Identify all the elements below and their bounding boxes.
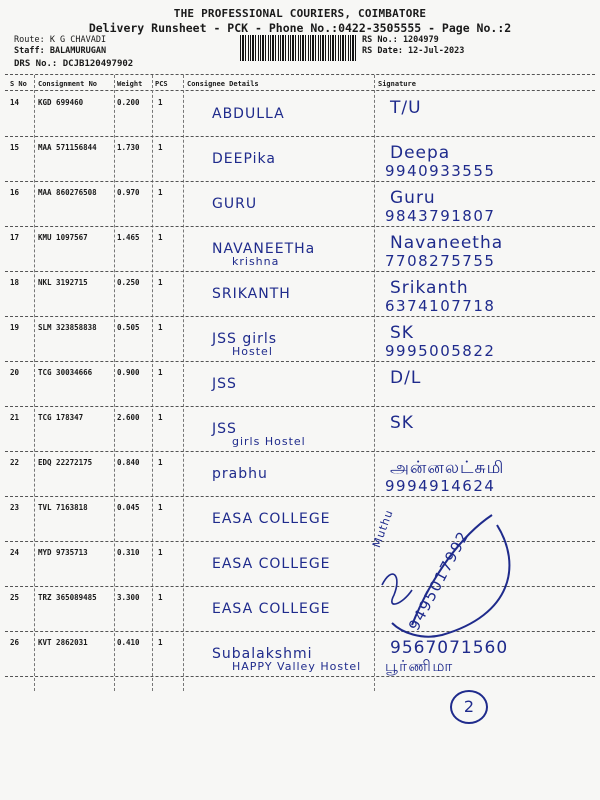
row-consignment-no: TVL 7163818	[38, 503, 88, 512]
row-sno: 23	[10, 503, 20, 512]
shared-signature-name: Muthu	[370, 507, 396, 550]
row-pcs: 1	[158, 638, 163, 647]
row-sno: 22	[10, 458, 20, 467]
row-weight: 0.310	[117, 548, 140, 557]
drs-number: DRS No.: DCJB120497902	[14, 59, 134, 69]
row-signature: Deepa	[390, 143, 451, 163]
row-weight: 1.465	[117, 233, 140, 242]
row-consignment-no: KVT 2862031	[38, 638, 88, 647]
row-weight: 0.045	[117, 503, 140, 512]
staff-label: Staff: BALAMURUGAN	[14, 46, 107, 56]
row-signature-phone: 6374107718	[385, 297, 496, 315]
row-divider	[5, 496, 595, 497]
row-signature: அன்னலட்சுமி	[390, 458, 505, 478]
row-weight: 0.200	[117, 98, 140, 107]
row-consignment-no: MYD 9735713	[38, 548, 88, 557]
row-pcs: 1	[158, 593, 163, 602]
row-weight: 0.505	[117, 323, 140, 332]
row-signature-phone: 9940933555	[385, 162, 496, 180]
row-consignment-no: KMU 1097567	[38, 233, 88, 242]
row-consignee: ABDULLA	[212, 106, 285, 122]
runsheet-subtitle: Delivery Runsheet - PCK - Phone No.:0422-3505555 - Page No.:2	[88, 21, 512, 35]
row-consignee: JSS	[212, 376, 237, 392]
row-consignment-no: TCG 178347	[38, 413, 84, 422]
header-pcs: PCS	[155, 80, 168, 88]
row-consignment-no: TCG 30034666	[38, 368, 93, 377]
row-signature: Navaneetha	[390, 233, 504, 253]
column-divider	[152, 75, 153, 691]
company-title: THE PROFESSIONAL COURIERS, COIMBATORE	[173, 7, 427, 20]
row-divider	[5, 271, 595, 272]
row-consignee: EASA COLLEGE	[212, 601, 331, 617]
row-signature-phone: 7708275755	[385, 252, 496, 270]
header-weight: Weight	[117, 80, 143, 88]
row-sno: 21	[10, 413, 20, 422]
row-weight: 1.730	[117, 143, 140, 152]
row-divider	[5, 226, 595, 227]
row-consignee: EASA COLLEGE	[212, 511, 331, 527]
header-consignment: Consignment No	[38, 80, 98, 88]
row-weight: 3.300	[117, 593, 140, 602]
barcode	[240, 35, 356, 61]
row-weight: 2.600	[117, 413, 140, 422]
header-sno: S No	[10, 80, 27, 88]
row-weight: 0.250	[117, 278, 140, 287]
row-signature: Srikanth	[390, 278, 469, 298]
rs-number: RS No.: 1204979	[362, 35, 439, 45]
row-consignment-no: MAA 860276508	[38, 188, 97, 197]
row-sno: 17	[10, 233, 20, 242]
row-consignment-no: EDQ 22272175	[38, 458, 93, 467]
table-header-rule	[5, 90, 595, 91]
row-sno: 15	[10, 143, 20, 152]
row-sno: 18	[10, 278, 20, 287]
row-pcs: 1	[158, 143, 163, 152]
row-sno: 14	[10, 98, 20, 107]
row-signature: Guru	[390, 188, 436, 208]
column-divider	[183, 75, 184, 691]
row-pcs: 1	[158, 278, 163, 287]
page-number-mark: 2	[450, 690, 488, 724]
row-signature: 9567071560	[390, 638, 509, 658]
row-consignee: JSS girls	[212, 331, 278, 347]
rs-date: RS Date: 12-Jul-2023	[362, 46, 465, 56]
row-signature: SK	[390, 323, 414, 343]
row-divider	[5, 181, 595, 182]
header-signature: Signature	[378, 80, 416, 88]
row-pcs: 1	[158, 368, 163, 377]
row-pcs: 1	[158, 503, 163, 512]
row-signature-phone: பூர்ணிமா	[385, 657, 454, 675]
row-sno: 25	[10, 593, 20, 602]
row-consignee: GURU	[212, 196, 258, 212]
row-sno: 24	[10, 548, 20, 557]
row-consignment-no: TRZ 365089485	[38, 593, 97, 602]
row-consignment-no: SLM 323858838	[38, 323, 97, 332]
row-divider	[5, 406, 595, 407]
row-pcs: 1	[158, 323, 163, 332]
row-divider	[5, 451, 595, 452]
row-signature: T/U	[390, 98, 422, 118]
row-consignment-no: KGD 699460	[38, 98, 84, 107]
row-pcs: 1	[158, 458, 163, 467]
row-divider	[5, 316, 595, 317]
row-sno: 26	[10, 638, 20, 647]
column-divider	[34, 75, 35, 691]
row-signature-phone: 9843791807	[385, 207, 496, 225]
row-divider	[5, 676, 595, 677]
row-sno: 20	[10, 368, 20, 377]
table-top-rule	[5, 74, 595, 75]
row-pcs: 1	[158, 98, 163, 107]
row-sno: 16	[10, 188, 20, 197]
row-sno: 19	[10, 323, 20, 332]
row-pcs: 1	[158, 548, 163, 557]
row-pcs: 1	[158, 413, 163, 422]
row-signature-phone: 9995005822	[385, 342, 496, 360]
column-divider	[114, 75, 115, 691]
row-pcs: 1	[158, 188, 163, 197]
row-consignment-no: MAA 571156844	[38, 143, 97, 152]
row-weight: 0.900	[117, 368, 140, 377]
route-label: Route: K G CHAVADI	[14, 35, 107, 45]
row-consignee: DEEPika	[212, 151, 276, 167]
shared-signature-phone: 9495017992	[405, 527, 473, 634]
row-consignee: JSS	[212, 421, 237, 437]
row-consignee: EASA COLLEGE	[212, 556, 331, 572]
row-consignee-line2: Hostel	[232, 345, 273, 358]
row-weight: 0.970	[117, 188, 140, 197]
row-pcs: 1	[158, 233, 163, 242]
header-consignee: Consignee Details	[187, 80, 259, 88]
row-consignment-no: NKL 3192715	[38, 278, 88, 287]
row-consignee-line2: krishna	[232, 255, 280, 268]
row-consignee: prabhu	[212, 466, 268, 482]
row-consignee-line2: girls Hostel	[232, 435, 306, 448]
row-signature-phone: 9994914624	[385, 477, 496, 495]
row-divider	[5, 361, 595, 362]
row-consignee: NAVANEETHa	[212, 241, 316, 257]
row-weight: 0.410	[117, 638, 140, 647]
row-consignee: SRIKANTH	[212, 286, 291, 302]
row-signature: D/L	[390, 368, 422, 388]
row-signature: SK	[390, 413, 414, 433]
row-divider	[5, 136, 595, 137]
row-consignee: Subalakshmi	[212, 646, 313, 662]
row-consignee-line2: HAPPY Valley Hostel	[232, 660, 362, 673]
row-weight: 0.840	[117, 458, 140, 467]
